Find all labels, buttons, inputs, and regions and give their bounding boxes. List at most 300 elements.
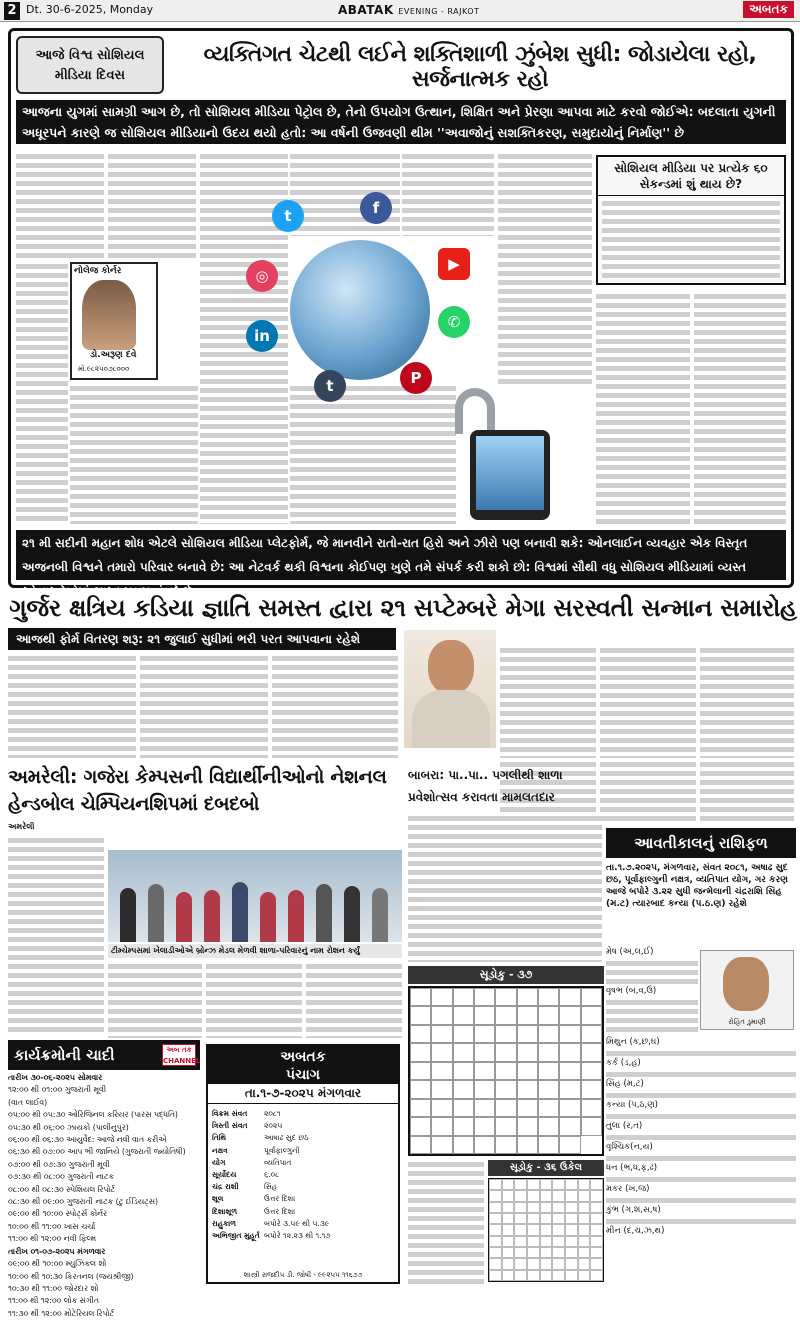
sudoku-cell[interactable] bbox=[581, 988, 602, 1006]
event-item: (વાત લાઈવ) bbox=[8, 1097, 48, 1107]
sudoku-cell[interactable] bbox=[431, 1117, 452, 1135]
sudoku-cell[interactable] bbox=[410, 1043, 431, 1061]
horoscope-text bbox=[606, 1091, 796, 1099]
person-figure bbox=[344, 886, 360, 942]
text-column bbox=[70, 384, 198, 524]
story3-headline: અમરેલી: ગજેરા કેમ્પસની વિદ્યાર્થીનીઓનો નેશનલ હેન્ડબોલ ચેમ્પિયનશિપમાં દબદબો bbox=[8, 766, 387, 815]
sudoku-answer-cell bbox=[514, 1213, 527, 1224]
sudoku-answer-cell bbox=[540, 1236, 553, 1247]
sudoku-cell[interactable] bbox=[581, 1062, 602, 1080]
sudoku-answer-cell bbox=[552, 1247, 565, 1258]
sidebar-text bbox=[602, 199, 780, 279]
text-column bbox=[108, 962, 202, 1038]
sudoku-cell[interactable] bbox=[559, 1117, 580, 1135]
story2-headline: ગુર્જર ક્ષત્રિય કડિયા જ્ઞાતિ સમસ્ત દ્વારા ૨૧ સપ્ટેમ્બરે મેગા સરસ્વતી સન્માન સમારોહ bbox=[9, 594, 797, 622]
issue-date: Dt. 30-6-2025, Monday bbox=[26, 3, 154, 16]
sudoku-answer-cell bbox=[502, 1213, 515, 1224]
panchang-label: શૂલ bbox=[212, 1194, 224, 1204]
linkedin-icon: in bbox=[246, 320, 278, 352]
sudoku-cell[interactable] bbox=[410, 988, 431, 1006]
panchang-value: ૨૦૮૧ bbox=[264, 1109, 281, 1118]
horoscope-title: આવતીકાલનું રાશિફળ bbox=[606, 828, 796, 858]
event-item: ૦૬:૦૦ થી ૦૬:૩૦ આયુર્વેદ: આજે નવી વાત કરીએ bbox=[8, 1135, 167, 1145]
portrait-body bbox=[412, 690, 490, 748]
sudoku-cell[interactable] bbox=[474, 1006, 495, 1024]
text-column bbox=[402, 152, 494, 236]
sudoku-answer-cell bbox=[527, 1179, 540, 1190]
panchang-label: ચંદ્ર રાશી bbox=[212, 1182, 239, 1192]
sudoku-answer-cell bbox=[540, 1247, 553, 1258]
sudoku-cell[interactable] bbox=[517, 1099, 538, 1117]
sudoku-cell[interactable] bbox=[495, 1062, 516, 1080]
sudoku-answer-cell bbox=[552, 1270, 565, 1281]
sudoku-answer-cell bbox=[565, 1179, 578, 1190]
horoscope-text bbox=[606, 1112, 796, 1120]
masthead bbox=[338, 3, 479, 17]
horoscope-sign: કર્ક (ડ,હ) bbox=[606, 1058, 641, 1068]
sudoku-cell[interactable] bbox=[474, 1062, 495, 1080]
sudoku-answer-cell bbox=[578, 1224, 591, 1235]
panchang-value: ઉત્તર દિશા bbox=[264, 1194, 296, 1204]
sudoku-cell[interactable] bbox=[453, 1136, 474, 1154]
sudoku-cell[interactable] bbox=[559, 1136, 580, 1154]
sudoku-answer-cell bbox=[578, 1190, 591, 1201]
horoscope-text bbox=[606, 1154, 796, 1162]
smartphone-illustration bbox=[470, 430, 550, 520]
panchang-label: રાહુકાળ bbox=[212, 1218, 237, 1228]
panchang-value: ઉત્તર દિશા bbox=[264, 1206, 296, 1216]
event-item: ૦૯:૦૦ થી ૧૦:૦૦ સ્પોર્ટ્સ કોર્નર bbox=[8, 1209, 107, 1219]
sudoku-answer-cell bbox=[565, 1224, 578, 1235]
horoscope-sign: મેષ (અ,લ,ઈ) bbox=[606, 947, 654, 957]
sudoku-grid[interactable] bbox=[408, 986, 604, 1156]
sudoku-answer-cell bbox=[527, 1202, 540, 1213]
panchang-row bbox=[212, 1218, 394, 1230]
sudoku-cell[interactable] bbox=[431, 1136, 452, 1154]
sudoku-cell[interactable] bbox=[474, 1080, 495, 1098]
sudoku-cell[interactable] bbox=[410, 1062, 431, 1080]
panchang-row bbox=[212, 1108, 394, 1120]
sudoku-cell[interactable] bbox=[410, 1136, 431, 1154]
panchang-value: વ્યતિપાત bbox=[264, 1157, 292, 1167]
sudoku-cell[interactable] bbox=[559, 1043, 580, 1061]
sudoku-cell[interactable] bbox=[581, 1006, 602, 1024]
pinterest-icon: P bbox=[400, 362, 432, 394]
sudoku-cell[interactable] bbox=[517, 1117, 538, 1135]
sudoku-answer-cell bbox=[578, 1213, 591, 1224]
youtube-icon: ▶ bbox=[438, 248, 470, 280]
events-date: તારીખ ૦૧-૦૭-૨૦૨૫ મંગળવાર bbox=[8, 1246, 106, 1256]
panchang-label: દિશાશૂળ bbox=[212, 1206, 238, 1216]
sudoku-cell[interactable] bbox=[453, 1025, 474, 1043]
horoscope-text bbox=[606, 1196, 796, 1204]
feature-headline: વ્યક્તિગત ચેટથી લઈને શક્તિશાળી ઝુંબેશ સુધી: જોડાયેલા રહો, સર્જનાત્મક રહો bbox=[203, 42, 757, 92]
horoscope-sign: કુંભ (ગ,શ,સ,ષ) bbox=[606, 1205, 661, 1215]
sudoku-instructions bbox=[408, 1160, 484, 1284]
horoscope-text bbox=[606, 959, 698, 985]
sudoku-answer-cell bbox=[565, 1258, 578, 1269]
panchang-value: પૂર્વાફાલ્ગુની bbox=[264, 1145, 300, 1155]
sudoku-cell[interactable] bbox=[431, 1043, 452, 1061]
person-figure bbox=[288, 890, 304, 942]
panchang-brand: અબતક bbox=[280, 1049, 326, 1065]
person-figure bbox=[176, 892, 192, 942]
panchang-value: બપોરે ૩.૫૯ થી ૫.૩૯ bbox=[264, 1218, 330, 1228]
sudoku-cell[interactable] bbox=[581, 1043, 602, 1061]
panchang-value: ૨૦૨૫ bbox=[264, 1121, 283, 1131]
text-column bbox=[290, 384, 456, 524]
story2-subheadline: આજથી ફોર્મ વિતરણ શરૂ: ૨૧ જુલાઈ સુધીમાં ભરી પરત આપવાના રહેશે bbox=[8, 628, 396, 650]
text-column bbox=[108, 152, 196, 262]
panchang-label: નક્ષત્ર bbox=[212, 1145, 228, 1155]
horoscope-sign: તુલા (ર,ત) bbox=[606, 1121, 643, 1131]
panchang-label: અભિજીત મુહૂર્ત bbox=[212, 1231, 260, 1241]
panchang-row bbox=[212, 1145, 394, 1157]
sudoku-answer-cell bbox=[502, 1236, 515, 1247]
author-column-label: નોલેજ કોર્નર bbox=[74, 266, 122, 276]
astrologer-face bbox=[723, 957, 769, 1011]
sudoku-answer-cell bbox=[578, 1202, 591, 1213]
sudoku-cell[interactable] bbox=[453, 1117, 474, 1135]
story3-dateline: અમરેલી bbox=[8, 822, 35, 831]
panchang-title: પંચાગ bbox=[286, 1067, 320, 1083]
sudoku-answer-cell bbox=[540, 1213, 553, 1224]
horoscope-text bbox=[606, 998, 698, 1032]
panchang-label: ત્રિસ્તી સંવત bbox=[212, 1121, 248, 1131]
sudoku-answer-cell bbox=[514, 1247, 527, 1258]
sudoku-cell[interactable] bbox=[538, 1025, 559, 1043]
sudoku-cell[interactable] bbox=[474, 1043, 495, 1061]
sudoku-answer-cell bbox=[540, 1202, 553, 1213]
sudoku-cell[interactable] bbox=[410, 1099, 431, 1117]
panchang-row bbox=[212, 1157, 394, 1169]
sudoku-cell[interactable] bbox=[495, 1117, 516, 1135]
page-number: 2 bbox=[4, 2, 20, 20]
sudoku-answer-cell bbox=[578, 1258, 591, 1269]
sudoku-cell[interactable] bbox=[495, 1025, 516, 1043]
sidebar-box bbox=[596, 155, 786, 285]
event-item: ૦૮:૦૦ થી ૦૮:૩૦ સ્પેશિયલ રિપોર્ટ bbox=[8, 1184, 115, 1194]
text-column bbox=[700, 646, 794, 758]
event-item: ૧૧:૦૦ થી ૧૨:૦૦ લોક સંગીત bbox=[8, 1296, 99, 1306]
sudoku-answer-cell bbox=[590, 1179, 603, 1190]
sudoku-answer-cell bbox=[565, 1213, 578, 1224]
sudoku-answer-cell bbox=[590, 1247, 603, 1258]
panchang-date: તા.૧-૭-૨૦૨૫ મંગળવાર bbox=[208, 1086, 398, 1104]
sudoku-cell[interactable] bbox=[410, 1117, 431, 1135]
sudoku-answer-cell bbox=[540, 1179, 553, 1190]
sudoku-cell[interactable] bbox=[581, 1080, 602, 1098]
sudoku-cell[interactable] bbox=[431, 988, 452, 1006]
sudoku-cell[interactable] bbox=[410, 1006, 431, 1024]
sudoku-cell[interactable] bbox=[538, 1099, 559, 1117]
event-item: ૦૯:૦૦ થી ૧૦:૦૦ મ્યુઝિકલ શો bbox=[8, 1259, 107, 1269]
event-item: ૦૬:૩૦ થી ૦૭:૦૦ આપ ભી જાનિયે (ગુજરાતી જ્યોતિષી) bbox=[8, 1147, 186, 1157]
story4-headline: બાબરા: પા..પા.. પગલીથી શાળા પ્રવેશોત્સવ કરાવતા મામલતદાર bbox=[408, 768, 563, 804]
text-column bbox=[272, 654, 398, 758]
sudoku-cell[interactable] bbox=[495, 1080, 516, 1098]
sudoku-cell[interactable] bbox=[474, 1136, 495, 1154]
sudoku-cell[interactable] bbox=[495, 1136, 516, 1154]
person-figure bbox=[204, 890, 220, 942]
person-figure bbox=[316, 884, 332, 942]
sudoku-cell[interactable] bbox=[431, 1080, 452, 1098]
sudoku-answer-cell bbox=[502, 1190, 515, 1201]
text-column bbox=[140, 654, 268, 758]
sudoku-cell[interactable] bbox=[581, 1099, 602, 1117]
sudoku-answer-cell bbox=[502, 1202, 515, 1213]
sudoku-answer-cell bbox=[489, 1202, 502, 1213]
sidebar-title: સોશિયલ મીડિયા પર પ્રત્યેક ૬૦ સેકન્ડમાં શું થાય છે? bbox=[598, 157, 784, 196]
sudoku-cell[interactable] bbox=[538, 1006, 559, 1024]
person-figure bbox=[148, 884, 164, 942]
channel-logo: અબ તક CHANNEL bbox=[163, 1046, 201, 1065]
sudoku-answer-cell bbox=[552, 1190, 565, 1201]
sudoku-cell[interactable] bbox=[517, 1062, 538, 1080]
person-figure bbox=[120, 888, 136, 942]
facebook-icon: f bbox=[360, 192, 392, 224]
event-item: ૧૧:૦૦ થી ૧૨:૦૦ નવી ફિલ્મ bbox=[8, 1234, 96, 1244]
sudoku-cell[interactable] bbox=[517, 988, 538, 1006]
sudoku-cell[interactable] bbox=[431, 1025, 452, 1043]
feature-footer: ૨૧ મી સદીની મહાન શોધ એટલે સોશિયલ મીડિયા પ્લેટફોર્મ, જે માનવીને રાતો-રાત હિરો અને ઝીરો પણ બનાવી શકે: ઓનલાઈન વ્યવહાર એક વિસ્તૃત અજનબી વિશ્વને તમારો પરિવાર બનાવે છે: આ નેટવર્ક થકી વિશ્વના કોઈપણ ખુણે તમે સંપર્ક કરી શકો છો: વિશ્વમાં સૌથી વધુ સોશિયલ મીડિયામાં વ્યસ્ત રહેનાર દેશોમાં ભારત પ્રથમ નંબરે છે bbox=[16, 530, 786, 580]
horoscope-sign: મિથુન (ક,છ,ઘ) bbox=[606, 1037, 660, 1047]
sudoku-cell[interactable] bbox=[453, 988, 474, 1006]
sudoku-cell[interactable] bbox=[474, 988, 495, 1006]
sudoku-answer-cell bbox=[552, 1213, 565, 1224]
event-item: ૧૦:૦૦ થી ૧૧:૦૦ ખાસ ચર્ચા bbox=[8, 1221, 96, 1231]
sudoku-cell[interactable] bbox=[410, 1080, 431, 1098]
sudoku-answer-cell bbox=[502, 1270, 515, 1281]
panchang-label: તિથિ bbox=[212, 1133, 227, 1143]
sudoku-cell[interactable] bbox=[517, 1025, 538, 1043]
text-column bbox=[16, 152, 104, 262]
sudoku-answer-cell bbox=[514, 1270, 527, 1281]
sudoku-cell[interactable] bbox=[453, 1080, 474, 1098]
author-photo bbox=[82, 280, 136, 350]
sudoku-answer-cell bbox=[514, 1202, 527, 1213]
padlock-shackle-icon bbox=[455, 388, 495, 434]
sudoku-answer-cell bbox=[502, 1247, 515, 1258]
event-item: ૧૧:૩૦ થી ૧૨:૦૦ મોટેરિયલ રિપોર્ટ bbox=[8, 1308, 115, 1318]
sudoku-answer-cell bbox=[578, 1270, 591, 1281]
portrait-head bbox=[428, 640, 474, 694]
panchang-header bbox=[208, 1046, 398, 1084]
sudoku-cell[interactable] bbox=[517, 1043, 538, 1061]
sudoku-answer-cell bbox=[552, 1236, 565, 1247]
sudoku-answer-cell bbox=[527, 1213, 540, 1224]
sudoku-answer-cell bbox=[489, 1247, 502, 1258]
sudoku-answer-cell bbox=[489, 1179, 502, 1190]
text-column bbox=[700, 760, 794, 824]
tumblr-icon: t bbox=[314, 370, 346, 402]
sudoku-answer-cell bbox=[552, 1202, 565, 1213]
sudoku-cell[interactable] bbox=[453, 1062, 474, 1080]
sudoku-answer-cell bbox=[590, 1236, 603, 1247]
twitter-icon: t bbox=[272, 200, 304, 232]
sudoku-answer-cell bbox=[590, 1202, 603, 1213]
sudoku-answer-cell bbox=[489, 1258, 502, 1269]
panchang-row bbox=[212, 1230, 394, 1242]
sudoku-answer-cell bbox=[590, 1190, 603, 1201]
panchang-label: સૂર્યોદય bbox=[212, 1170, 237, 1180]
sudoku-cell[interactable] bbox=[538, 1117, 559, 1135]
sudoku-cell[interactable] bbox=[559, 1025, 580, 1043]
events-date: તારીખ ૩૦-૦૬-૨૦૨૫ સોમવાર bbox=[8, 1073, 103, 1082]
text-column bbox=[600, 646, 696, 758]
sudoku-cell[interactable] bbox=[538, 1136, 559, 1154]
sudoku-answer-cell bbox=[578, 1236, 591, 1247]
brand-logo: અબતક bbox=[743, 1, 794, 18]
sudoku-answer-cell bbox=[527, 1247, 540, 1258]
panchang-label: વિક્રમ સંવત bbox=[212, 1109, 248, 1118]
sudoku-cell[interactable] bbox=[431, 1099, 452, 1117]
sudoku-answer-cell bbox=[514, 1224, 527, 1235]
sudoku-answer-cell bbox=[489, 1224, 502, 1235]
sudoku-cell[interactable] bbox=[495, 988, 516, 1006]
panchang-box bbox=[206, 1044, 400, 1284]
sudoku-answer-cell bbox=[590, 1270, 603, 1281]
masthead-name: ABATAK bbox=[338, 3, 394, 17]
panchang-row bbox=[212, 1193, 394, 1205]
horoscope-sign: કન્યા (પ,ઠ,ણ) bbox=[606, 1100, 658, 1110]
text-column bbox=[498, 152, 592, 388]
sudoku-answer-cell bbox=[565, 1190, 578, 1201]
horoscope-sign: ધન (ભ,ધ,ફ,ઢ) bbox=[606, 1163, 658, 1173]
panchang-row bbox=[212, 1120, 394, 1132]
person-figure bbox=[372, 888, 388, 942]
sudoku-answer-cell bbox=[565, 1247, 578, 1258]
horoscope-text bbox=[606, 1217, 796, 1225]
panchang-row bbox=[212, 1169, 394, 1181]
sudoku-answer-cell bbox=[502, 1224, 515, 1235]
sudoku-cell[interactable] bbox=[581, 1025, 602, 1043]
sudoku-cell[interactable] bbox=[538, 1043, 559, 1061]
sudoku-answer-cell bbox=[590, 1224, 603, 1235]
event-item: ૧૦:૦૦ થી ૧૦:૩૦ કિરતનલ (જયશ્રીજી) bbox=[8, 1271, 134, 1281]
event-item: ૦૫:૦૦ થી ૦૫:૩૦ ઓરિજિનલ કરિયર (પારસ પદ્ધતિ) bbox=[8, 1110, 178, 1120]
sudoku-answer-cell bbox=[540, 1270, 553, 1281]
sudoku-answer-cell bbox=[565, 1202, 578, 1213]
sudoku-cell[interactable] bbox=[538, 988, 559, 1006]
sudoku-cell[interactable] bbox=[495, 1099, 516, 1117]
sudoku-cell[interactable] bbox=[474, 1117, 495, 1135]
sudoku-cell[interactable] bbox=[453, 1043, 474, 1061]
sudoku-answer-cell bbox=[527, 1236, 540, 1247]
horoscope-sign: મીન (દ,ચ,ઝ,થ) bbox=[606, 1226, 665, 1236]
event-item: ૦૫:૩૦ થી ૦૬:૦૦ ઝાયકો (પાલીનુપુર) bbox=[8, 1122, 129, 1132]
sudoku-answer-title: સૂડોકુ - ૩૬ ઉકેલ bbox=[488, 1160, 604, 1176]
sudoku-cell[interactable] bbox=[538, 1062, 559, 1080]
feature-tag: આજે વિશ્વ સોશિયલ મીડિયા દિવસ bbox=[16, 36, 164, 94]
sudoku-answer-cell bbox=[578, 1179, 591, 1190]
sudoku-answer-cell bbox=[514, 1190, 527, 1201]
text-column bbox=[500, 646, 596, 758]
sudoku-cell[interactable] bbox=[474, 1025, 495, 1043]
page-header bbox=[0, 0, 800, 22]
panchang-value: બપોરે ૧૨.૨૩ થી ૧.૧૭ bbox=[264, 1231, 331, 1241]
horoscope-sign: વૃષભ (બ,વ,ઉ) bbox=[606, 986, 657, 996]
story2-photo bbox=[404, 630, 496, 748]
astrologer-photo bbox=[700, 950, 794, 1030]
sudoku-cell[interactable] bbox=[474, 1099, 495, 1117]
panchang-table bbox=[212, 1108, 394, 1242]
sudoku-cell[interactable] bbox=[559, 1099, 580, 1117]
sudoku-cell[interactable] bbox=[559, 1062, 580, 1080]
sudoku-answer-cell bbox=[527, 1190, 540, 1201]
sudoku-answer-cell bbox=[590, 1213, 603, 1224]
text-column bbox=[694, 292, 786, 524]
sudoku-answer-cell bbox=[578, 1247, 591, 1258]
sudoku-cell[interactable] bbox=[581, 1117, 602, 1135]
panchang-value: સિંહ bbox=[264, 1182, 278, 1192]
author-phone: મો.૯૮૨૫૦૭૮૦૦૦ bbox=[78, 365, 130, 373]
horoscope-list-a bbox=[606, 946, 698, 1032]
sudoku-answer-cell bbox=[552, 1224, 565, 1235]
horoscope-text bbox=[606, 1133, 796, 1141]
sudoku-answer-cell bbox=[552, 1258, 565, 1269]
text-column bbox=[206, 962, 302, 1038]
sudoku-answer-cell bbox=[489, 1236, 502, 1247]
sudoku-answer-cell bbox=[502, 1179, 515, 1190]
sudoku-cell[interactable] bbox=[517, 1080, 538, 1098]
horoscope-list-b bbox=[606, 1036, 796, 1238]
horoscope-intro: તા.૧.૭.૨૦૨૫, મંગળવાર, સંવત ૨૦૮૧, અષાઢ સુદ છઠ, પૂર્વાફાલ્ગુની નક્ષત્ર, વ્યતિપાત યોગ, ગર કરણ આજે બપોરે ૩.૨૨ સુધી જન્મેલાની ચંદ્રરાશિ સિંહ (મ.ટ) ત્યારબાદ કન્યા (પ.ઠ.ણ) રહેશે bbox=[606, 863, 788, 909]
sudoku-cell[interactable] bbox=[410, 1025, 431, 1043]
text-column bbox=[8, 654, 136, 758]
sudoku-cell[interactable] bbox=[538, 1080, 559, 1098]
sudoku-answer-cell bbox=[527, 1270, 540, 1281]
sudoku-cell[interactable] bbox=[431, 1062, 452, 1080]
sudoku-cell[interactable] bbox=[559, 1006, 580, 1024]
sudoku-cell[interactable] bbox=[517, 1006, 538, 1024]
horoscope-text bbox=[606, 1049, 796, 1057]
event-item: ૧૨:૦૦ થી ૦૧:૦૦ ગુજરાતી મૂવી bbox=[8, 1085, 107, 1095]
author-name: ડો.અરૂણ દવે bbox=[90, 350, 137, 360]
sudoku-answer-cell bbox=[590, 1258, 603, 1269]
event-item: ૦૭:૩૦ થી ૦૮:૦૦ ગુજરાતી નાટક bbox=[8, 1172, 114, 1182]
sudoku-cell[interactable] bbox=[517, 1136, 538, 1154]
panchang-value: આષાઢ સુદ છઠ bbox=[264, 1133, 309, 1143]
phone-screen bbox=[476, 436, 544, 510]
text-column bbox=[600, 760, 696, 824]
globe-illustration bbox=[290, 240, 430, 380]
panchang-row bbox=[212, 1181, 394, 1193]
sudoku-cell[interactable] bbox=[453, 1006, 474, 1024]
edition-label: EVENING - RAJKOT bbox=[398, 7, 480, 16]
text-column bbox=[306, 962, 402, 1038]
sudoku-answer-cell bbox=[552, 1179, 565, 1190]
sudoku-answer-cell bbox=[565, 1270, 578, 1281]
events-list bbox=[8, 1072, 200, 1320]
event-item: ૧૦:૩૦ થી ૧૧:૦૦ જોરદાર શો bbox=[8, 1283, 99, 1293]
sudoku-cell[interactable] bbox=[431, 1006, 452, 1024]
sudoku-answer-cell bbox=[489, 1213, 502, 1224]
sudoku-cell[interactable] bbox=[559, 1080, 580, 1098]
horoscope-sign: વૃશ્ચિક(ન,ય) bbox=[606, 1142, 653, 1152]
sudoku-cell[interactable] bbox=[495, 1043, 516, 1061]
sudoku-answer-cell bbox=[489, 1190, 502, 1201]
author-box bbox=[70, 262, 158, 380]
story3-photo bbox=[108, 850, 402, 942]
sudoku-answer-cell bbox=[514, 1236, 527, 1247]
text-column bbox=[8, 836, 104, 1036]
event-item: ૦૭:૦૦ થી ૦૭:૩૦ ગુજરાતી મૂવી bbox=[8, 1159, 110, 1169]
sudoku-cell[interactable] bbox=[453, 1099, 474, 1117]
sudoku-cell[interactable] bbox=[559, 988, 580, 1006]
sudoku-cell[interactable] bbox=[495, 1006, 516, 1024]
sudoku-answer-cell bbox=[540, 1258, 553, 1269]
